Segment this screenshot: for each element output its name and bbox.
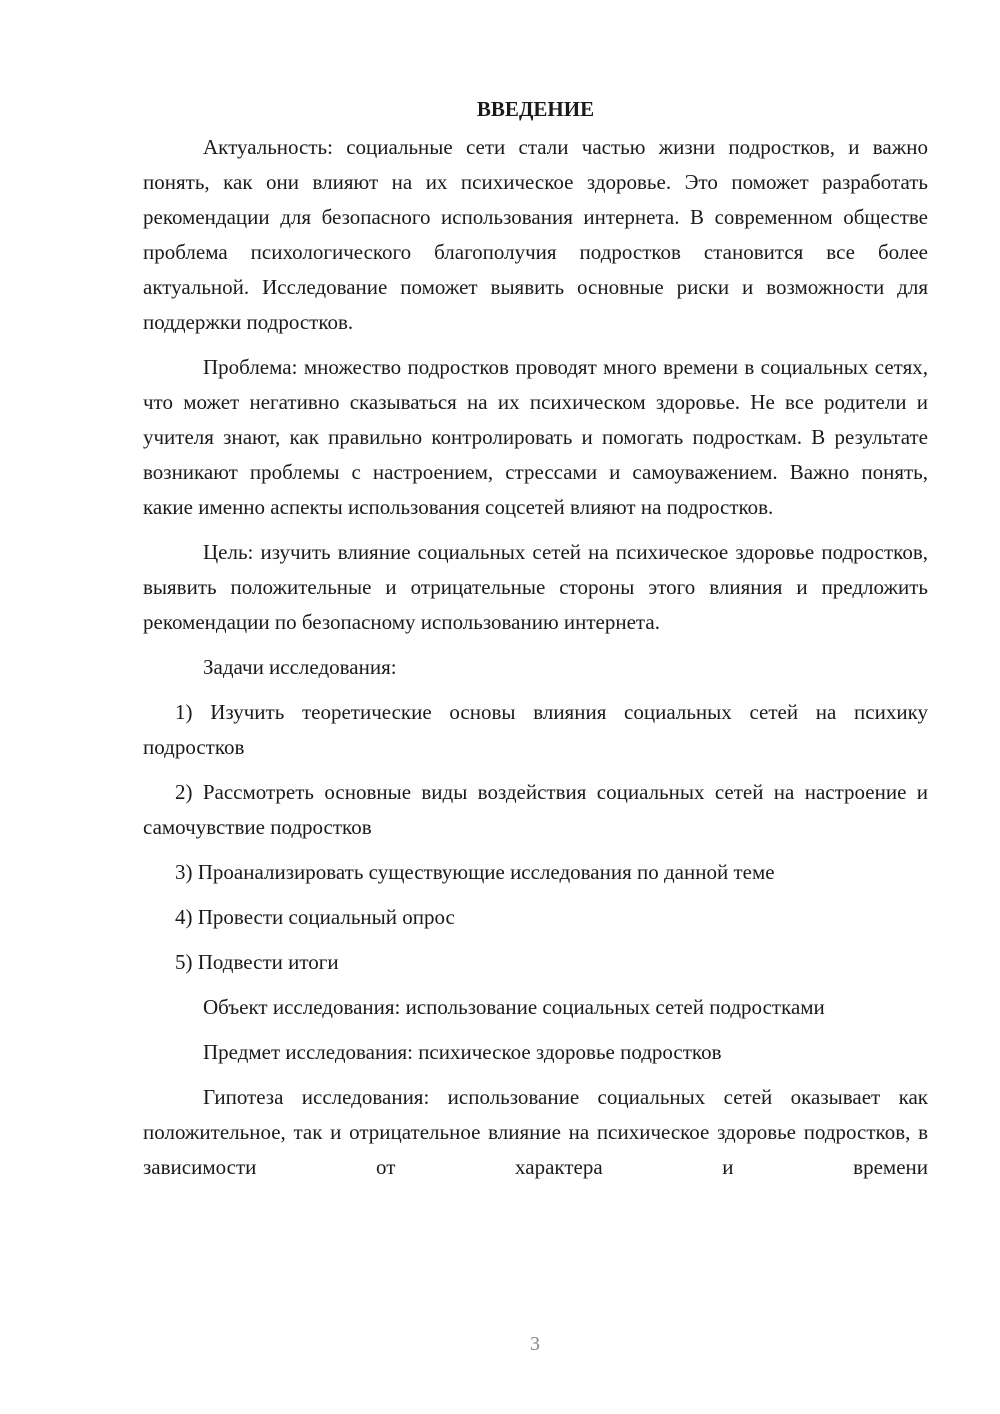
task-item-5: 5) Подвести итоги — [175, 950, 339, 974]
hypothesis-paragraph: Гипотеза исследования: использование социальных сетей оказывает как положительное, так и отрицательное влияние на психическое здоровье подростков, в зависимости от характера и времени — [143, 1085, 928, 1179]
task-item-2: 2) Рассмотреть основные виды воздействия социальных сетей на настроение и самочувствие подростков — [143, 780, 928, 839]
task-item-1: 1) Изучить теоретические основы влияния социальных сетей на психику подростков — [143, 700, 928, 759]
task-item-3: 3) Проанализировать существующие исследования по данной теме — [175, 860, 775, 884]
tasks-heading: Задачи исследования: — [203, 655, 397, 679]
section-title: ВВЕДЕНИЕ — [476, 97, 595, 121]
task-item-4: 4) Провести социальный опрос — [175, 905, 455, 929]
page-number: 3 — [530, 1333, 540, 1355]
object-paragraph: Объект исследования: использование социальных сетей подростками — [203, 995, 825, 1019]
goal-paragraph: Цель: изучить влияние социальных сетей на психическое здоровье подростков, выявить положительные и отрицательные стороны этого влияния и предложить рекомендации по безопасному использованию интернета. — [143, 540, 928, 634]
problem-paragraph: Проблема: множество подростков проводят много времени в социальных сетях, что может негативно сказываться на их психическом здоровье. Не все родители и учителя знают, как правильно контролировать и помогать подросткам. В результате возникают проблемы с настроением, стрессами и самоуважением. Важно понять, какие именно аспекты использования соцсетей влияют на подростков. — [143, 355, 928, 519]
page-content — [143, 95, 928, 1185]
subject-paragraph: Предмет исследования: психическое здоровье подростков — [203, 1040, 722, 1064]
relevance-paragraph: Актуальность: социальные сети стали частью жизни подростков, и важно понять, как они влияют на их психическое здоровье. Это поможет разработать рекомендации для безопасного использования интернета. В современном обществе проблема психологического благополучия подростков становится все более актуальной. Исследование поможет выявить основные риски и возможности для поддержки подростков. — [143, 135, 928, 334]
